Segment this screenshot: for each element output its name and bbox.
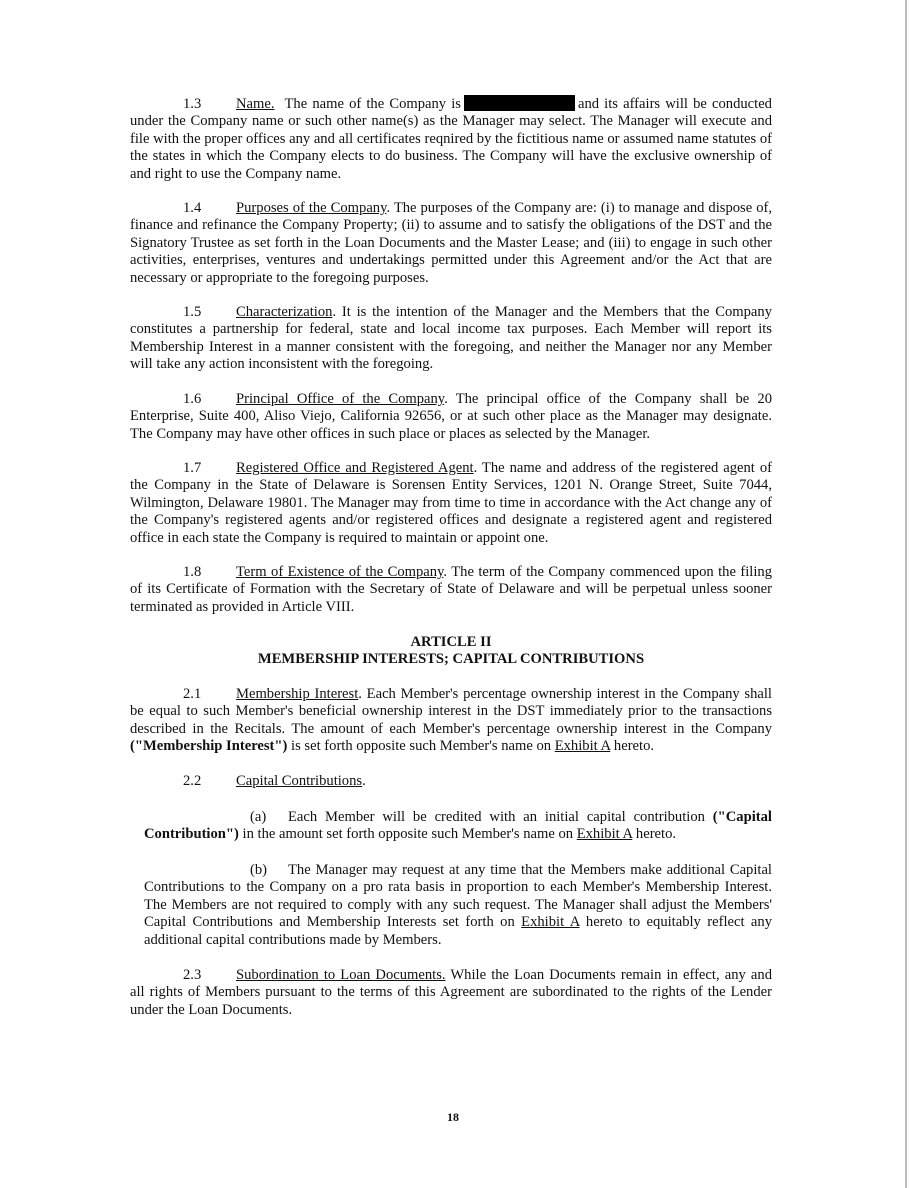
section-1-6	[130, 391, 772, 443]
section-heading: Capital Contributions	[236, 773, 363, 789]
section-2-2-a	[144, 809, 772, 844]
section-text: hereto to equitably reflect any additional capital contributions made by Members.	[144, 914, 773, 948]
section-2-1	[130, 686, 772, 756]
section-1-3	[130, 95, 772, 183]
page-edge	[905, 0, 907, 1188]
page-number: 18	[447, 1110, 459, 1124]
section-number: 1.3	[183, 96, 202, 112]
section-text: . The principal office of the Company shall be 20 Enterprise, Suite 400, Aliso Viejo, California 92656, or at such other place as the Manager may designate. The Company may have other offices in such place or places as selected by the Manager.	[130, 391, 772, 442]
section-number: 1.6	[183, 391, 202, 407]
section-text: hereto.	[613, 738, 655, 755]
section-text: The Manager may request at any time that the Members make additional Capital Contributions to the Company on a pro rata basis in proportion to each Member's Membership Interest. The Members are not required to comply with any such request. The Manager shall adjust the Members' Capital Contributions and Membership Interests set forth on	[144, 862, 772, 931]
section-number: 2.2	[183, 773, 202, 789]
section-text: . The purposes of the Company are: (i) to manage and dispose of, finance and refinance the Company Property; (ii) to assume and to satisfy the obligations of the DST and the Signatory Trustee as set forth in the Loan Documents and the Master Lease; and (iii) to engage in such other activities, enterprises, ventures and undertakings permitted under this Agreement and/or the Act that are necessary or appropriate to the foregoing purposes.	[130, 200, 772, 286]
section-heading: Principal Office of the Company	[236, 391, 445, 407]
subsection-number: (b)	[250, 862, 268, 878]
section-heading: Name.	[236, 96, 275, 112]
article-number: ARTICLE II	[410, 634, 492, 650]
exhibit-reference: Exhibit A	[554, 738, 611, 755]
section-number: 1.5	[183, 304, 202, 320]
section-heading: Membership Interest	[236, 686, 359, 702]
section-1-7	[130, 460, 772, 547]
article-heading: MEMBERSHIP INTERESTS; CAPITAL CONTRIBUTIONS	[257, 651, 645, 667]
section-text: is set forth opposite such Member's name on	[291, 738, 552, 755]
section-heading: Purposes of the Company	[236, 200, 387, 216]
section-text: in the amount set forth opposite such Member's name on	[242, 826, 574, 843]
defined-term: ("Membership Interest")	[130, 738, 288, 755]
section-1-5	[130, 304, 772, 374]
section-number: 2.1	[183, 686, 202, 702]
defined-term: ("Capital Contribution")	[144, 809, 772, 843]
section-number: 1.4	[183, 200, 202, 216]
section-text: and its affairs will be conducted under the Company name or such other name(s) as the Manager may select. The Manager will execute and file with the proper offices any and all certificates reqnired by the fictitious name or assumed name statutes of the states in which the Company elects to do business. The Company will have the exclusive ownership of and right to use the Company name.	[130, 96, 772, 182]
section-text: . The name and address of the registered agent of the Company in the State of Delaware is Sorensen Entity Services, 1201 N. Orange Street, Suite 7044, Wilmington, Delaware 19801. The Manager may from time to time in accordance with the Act change any of the Company's registered agents and/or registered offices and designate a registered agent and registered office in each state the Company is required to maintain or appoint one.	[130, 460, 772, 546]
section-number: 1.8	[183, 564, 202, 580]
exhibit-reference: Exhibit A	[576, 826, 633, 843]
subsection-number: (a)	[250, 809, 267, 825]
section-heading: Subordination to Loan Documents.	[236, 967, 446, 983]
section-1-4	[130, 200, 772, 287]
section-number: 2.3	[183, 967, 202, 983]
article-subtitle	[130, 651, 772, 668]
redaction-box	[464, 95, 575, 111]
section-text: .	[362, 773, 366, 789]
section-2-2-b	[144, 862, 772, 949]
section-2-3	[130, 967, 772, 1019]
section-heading: Characterization	[236, 304, 333, 320]
section-text: While the Loan Documents remain in effect, any and all rights of Members pursuant to the terms of this Agreement are subordinated to the rights of the Lender under the Loan Documents.	[130, 967, 772, 1018]
section-heading: Term of Existence of the Company	[236, 564, 444, 580]
section-heading: Registered Office and Registered Agent	[236, 460, 474, 476]
section-text: Each Member will be credited with an initial capital contribution	[288, 809, 705, 825]
section-text: . The term of the Company commenced upon the filing of its Certificate of Formation with the Secretary of State of Delaware and will be perpetual unless sooner terminated as provided in Article VIII.	[130, 564, 772, 615]
section-number: 1.7	[183, 460, 202, 476]
section-text: hereto.	[635, 826, 677, 843]
section-1-8	[130, 564, 772, 616]
exhibit-reference: Exhibit A	[521, 914, 580, 931]
section-2-2	[130, 773, 772, 790]
section-text: . Each Member's percentage ownership interest in the Company shall be equal to such Member's beneficial ownership interest in the DST immediately prior to the transactions described in the Recitals. The amount of each Member's percentage ownership interest in the Company	[130, 686, 772, 737]
article-title	[130, 634, 772, 651]
section-text: . It is the intention of the Manager and the Members that the Company constitutes a partnership for federal, state and local income tax purposes. Each Member will report its Membership Interest in a manner consistent with the foregoing, and neither the Manager nor any Member will take any action inconsistent with the foregoing.	[130, 304, 772, 373]
section-text: The name of the Company is	[284, 96, 461, 112]
